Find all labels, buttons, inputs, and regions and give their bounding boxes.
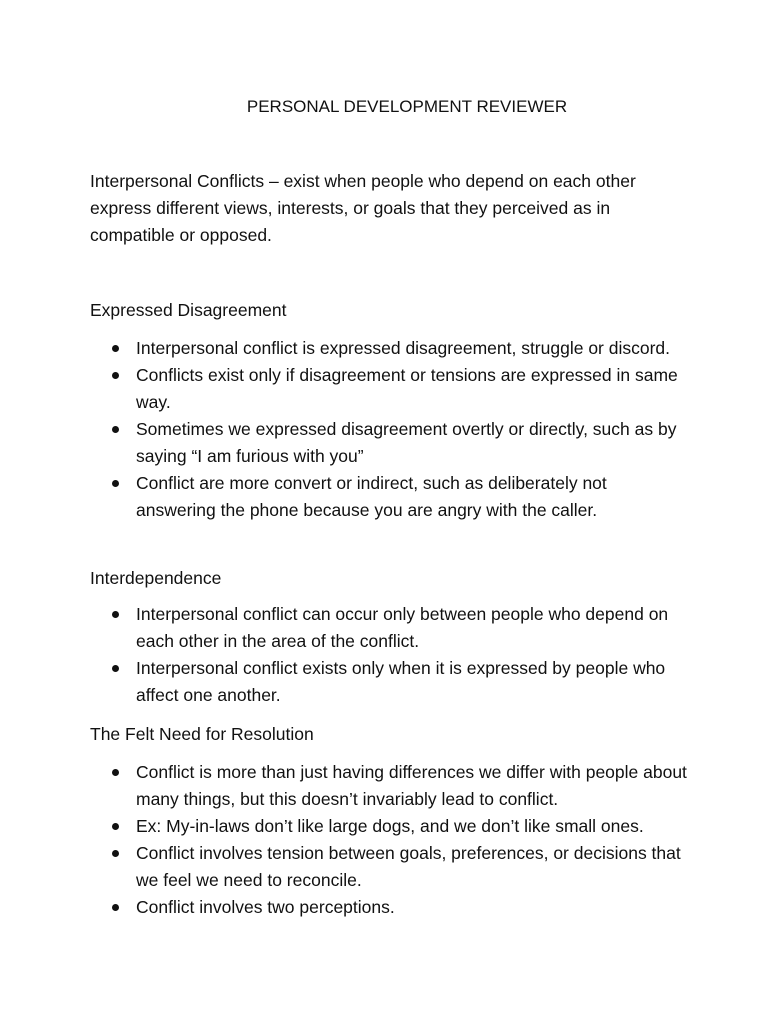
list-item-text: Conflict involves two perceptions. [136, 897, 395, 917]
bullet-icon [112, 611, 119, 618]
list-item [90, 840, 690, 894]
list-item [90, 813, 690, 840]
section-heading-interdependence: Interdependence [90, 568, 222, 588]
bullet-icon [112, 850, 119, 857]
list-item-text: Interpersonal conflict can occur only between people who depend on each other in the area of the conflict. [136, 604, 669, 651]
bullet-icon [112, 345, 119, 352]
section-heading-expressed-disagreement: Expressed Disagreement [90, 300, 287, 320]
list-item [90, 759, 690, 813]
list-item [90, 416, 690, 470]
list-item-text: Ex: My-in-laws don’t like large dogs, and we don’t like small ones. [136, 816, 644, 836]
bullet-icon [112, 426, 119, 433]
bullet-list-expressed-disagreement [90, 335, 690, 524]
list-item [90, 894, 690, 921]
list-item-text: Conflict involves tension between goals, preferences, or decisions that we feel we need to reconcile. [136, 843, 681, 890]
list-item [90, 601, 690, 655]
bullet-icon [112, 904, 119, 911]
list-item-text: Conflict are more convert or indirect, such as deliberately not answering the phone because you are angry with the caller. [136, 473, 607, 520]
list-item [90, 470, 690, 524]
list-item [90, 362, 690, 416]
bullet-list-felt-need-for-resolution [90, 759, 690, 921]
bullet-icon [112, 823, 119, 830]
list-item [90, 335, 690, 362]
list-item-text: Interpersonal conflict is expressed disagreement, struggle or discord. [136, 338, 671, 358]
list-item-text: Conflicts exist only if disagreement or tensions are expressed in same way. [136, 365, 678, 412]
list-item [90, 655, 690, 709]
document-title: PERSONAL DEVELOPMENT REVIEWER [246, 97, 568, 116]
bullet-icon [112, 480, 119, 487]
intro-paragraph: Interpersonal Conflicts – exist when people who depend on each other express different views, interests, or goals that they perceived as in compatible or opposed. [90, 171, 636, 245]
bullet-icon [112, 372, 119, 379]
list-item-text: Conflict is more than just having differences we differ with people about many things, but this doesn’t invariably lead to conflict. [136, 762, 687, 809]
list-item-text: Sometimes we expressed disagreement overtly or directly, such as by saying “I am furious with you” [136, 419, 677, 466]
bullet-icon [112, 665, 119, 672]
list-item-text: Interpersonal conflict exists only when it is expressed by people who affect one another. [136, 658, 666, 705]
bullet-list-interdependence [90, 601, 690, 709]
section-heading-felt-need-for-resolution: The Felt Need for Resolution [90, 724, 314, 744]
bullet-icon [112, 769, 119, 776]
